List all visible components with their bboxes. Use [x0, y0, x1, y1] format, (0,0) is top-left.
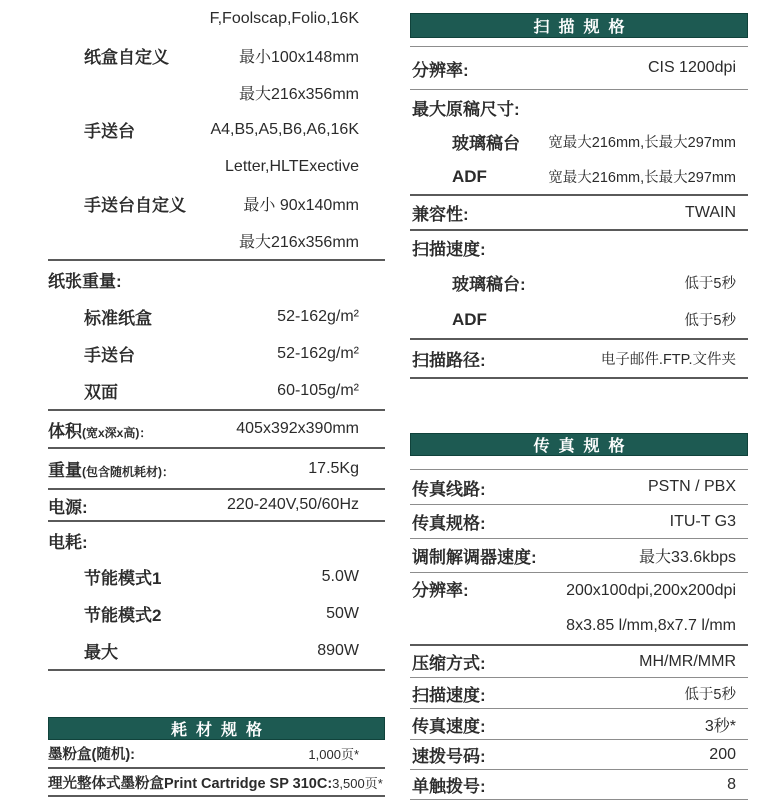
spec-value: 低于5秒 [684, 276, 736, 292]
spec-value: 最小 90x140mm [243, 197, 359, 214]
spec-value: 50W [326, 604, 359, 622]
group-heading-paper-weight [48, 261, 385, 298]
spec-row-fax-speed [410, 709, 748, 739]
spec-value: 405x392x390mm [236, 420, 359, 437]
spec-value: 低于5秒 [684, 686, 736, 703]
spec-value: TWAIN [685, 203, 736, 221]
spec-value: 1,000页* [308, 747, 359, 762]
spec-row-dimensions [48, 411, 385, 447]
spacer [410, 456, 748, 469]
spec-label: 扫描路径: [412, 351, 486, 370]
spec-label: 压缩方式: [412, 654, 486, 673]
spec-label: 理光整体式墨粉盒Print Cartridge SP 310C: [48, 775, 333, 792]
section-header-label: 扫描规格 [533, 19, 634, 36]
spec-row-fax-standard [410, 505, 748, 538]
spec-value: 220-240V,50/60Hz [227, 496, 359, 513]
spec-row-compatibility [410, 196, 748, 229]
spec-label: 分辨率: [412, 60, 469, 80]
spec-row-tray-custom-min [48, 37, 385, 74]
section-header-consumables [48, 717, 385, 740]
spec-value: PSTN / PBX [647, 478, 736, 495]
spacer [410, 379, 748, 433]
group-heading-label: 扫描速度: [412, 240, 486, 259]
spec-label: 单触拨号: [412, 777, 486, 796]
spec-value: 5.0W [321, 567, 359, 585]
spec-label: 最大 [84, 643, 118, 662]
spec-label: 扫描速度: [412, 685, 486, 705]
spec-row-fax-scan-speed [410, 678, 748, 708]
spec-row-scan-speed-adf [410, 301, 748, 338]
spec-label: 手送台 [84, 346, 135, 365]
spec-row-fax-resolution [410, 573, 748, 644]
section-header-scan [410, 13, 748, 38]
section-header-label: 传真规格 [533, 438, 634, 455]
spec-row-power-max [48, 632, 385, 669]
spec-row-bypass-custom-max [48, 222, 385, 259]
spec-row-bypass-formats [48, 111, 385, 148]
spec-value: 890W [317, 641, 359, 659]
spec-value: 200 [709, 745, 736, 763]
spec-value: 宽最大216mm,长最大297mm [548, 135, 736, 151]
spec-label: 分辨率: [412, 581, 469, 600]
spec-value: 3秒* [704, 717, 736, 735]
spec-label: 玻璃稿台 [452, 134, 520, 153]
spec-row-power-source [48, 490, 385, 520]
spec-row-scan-resolution [410, 47, 748, 89]
spec-row-compression [410, 646, 748, 677]
spec-value: 8 [727, 775, 736, 793]
group-heading-label: 纸张重量: [48, 272, 122, 291]
left-spec-column [48, 0, 385, 797]
spec-label-note: (宽x深x高)： [82, 425, 152, 440]
spec-value: A4,B5,A5,B6,A6,16K [210, 120, 359, 138]
spec-row-scan-path [410, 340, 748, 377]
spec-row-eco-mode-2 [48, 595, 385, 632]
spec-value: MH/MR/MMR [639, 652, 736, 670]
group-heading-scan-speed [410, 231, 748, 264]
spec-label: 玻璃稿台: [452, 275, 526, 294]
spec-value: 60-105g/m² [277, 381, 359, 399]
spec-value: 最大216x356mm [238, 86, 359, 103]
group-heading-label: 最大原稿尺寸: [412, 99, 520, 119]
spec-value: 17.5Kg [308, 459, 359, 477]
spec-label: 墨粉盒(随机): [48, 747, 135, 763]
spec-value: 最大216x356mm [238, 234, 359, 251]
spec-row-weight-bypass [48, 335, 385, 372]
right-spec-column [410, 0, 748, 800]
spec-row-bypass-formats-2 [48, 148, 385, 185]
group-heading-max-original [410, 90, 748, 124]
section-header-fax [410, 433, 748, 456]
spec-label-group [48, 417, 151, 442]
spec-label: 速拨号码: [412, 747, 486, 766]
spec-row-weight-duplex [48, 372, 385, 409]
spec-value-2: 8x3.85 l/mm,8x7.7 l/mm [566, 617, 736, 634]
spec-label: 调制解调器速度: [412, 548, 537, 567]
spec-row-scan-speed-platen [410, 264, 748, 301]
spec-row-machine-weight [48, 449, 385, 488]
spec-row-modem-speed [410, 539, 748, 572]
group-heading-power-consumption [48, 522, 385, 558]
group-heading-label: 电耗: [48, 532, 88, 552]
spec-value: F,Foolscap,Folio,16K [209, 9, 359, 27]
spec-row-weight-tray [48, 298, 385, 335]
spec-row-bypass-custom-min [48, 185, 385, 222]
spec-row-fax-line [410, 470, 748, 504]
spec-label: 体积 [48, 421, 82, 441]
spacer [48, 671, 385, 717]
spec-label: 传真线路: [412, 479, 486, 499]
spec-label-group [48, 456, 174, 481]
spec-label: 标准纸盒 [84, 309, 152, 328]
spec-value: 3,500页* [332, 775, 383, 791]
spec-label: 节能模式2 [84, 606, 162, 625]
spec-value: 电子邮件.FTP.文件夹 [600, 352, 736, 368]
spec-value: 宽最大216mm,长最大297mm [548, 170, 736, 186]
spec-row-adf-size [410, 159, 748, 194]
spec-value: 52-162g/m² [277, 307, 359, 325]
spec-label: 重量 [48, 461, 82, 480]
spec-label-note: (包含随机耗材)： [82, 465, 174, 479]
spec-label: 手送台自定义 [84, 196, 186, 215]
spec-value: 最大33.6kbps [639, 549, 736, 566]
spec-value: 52-162g/m² [277, 344, 359, 362]
spec-row-one-touch-dial [410, 770, 748, 799]
spec-value-stack [566, 573, 736, 643]
spec-value: 最小100x148mm [238, 49, 359, 66]
spec-row-tray-custom-max [48, 74, 385, 111]
spec-row-toner-cartridge [48, 769, 385, 795]
spec-row-toner-starter [48, 740, 385, 767]
spec-label: 双面 [84, 383, 118, 402]
divider [410, 799, 748, 800]
spec-value: 低于5秒 [684, 313, 736, 329]
divider [48, 795, 385, 797]
spec-value: 200x100dpi,200x200dpi [566, 582, 736, 599]
spec-label: 传真速度: [412, 716, 486, 736]
spec-value: ITU-T G3 [669, 512, 736, 530]
spec-row-speed-dial [410, 740, 748, 769]
spacer [410, 38, 748, 46]
spec-label: 传真规格: [412, 514, 486, 533]
spec-row-platen-size [410, 124, 748, 159]
spec-label: 兼容性: [412, 205, 469, 224]
spec-row-eco-mode-1 [48, 558, 385, 595]
spec-label: 纸盒自定义 [84, 48, 169, 67]
spec-label: ADF [452, 166, 487, 186]
spec-label: ADF [452, 309, 487, 329]
spec-value: Letter,HLTExective [225, 157, 359, 175]
section-header-label: 耗材规格 [170, 722, 271, 739]
spec-value: CIS 1200dpi [647, 59, 736, 76]
spec-row-tray-formats [48, 0, 385, 37]
spec-label: 手送台 [84, 122, 135, 141]
spec-label: 电源: [48, 497, 88, 517]
spec-label: 节能模式1 [84, 569, 162, 588]
